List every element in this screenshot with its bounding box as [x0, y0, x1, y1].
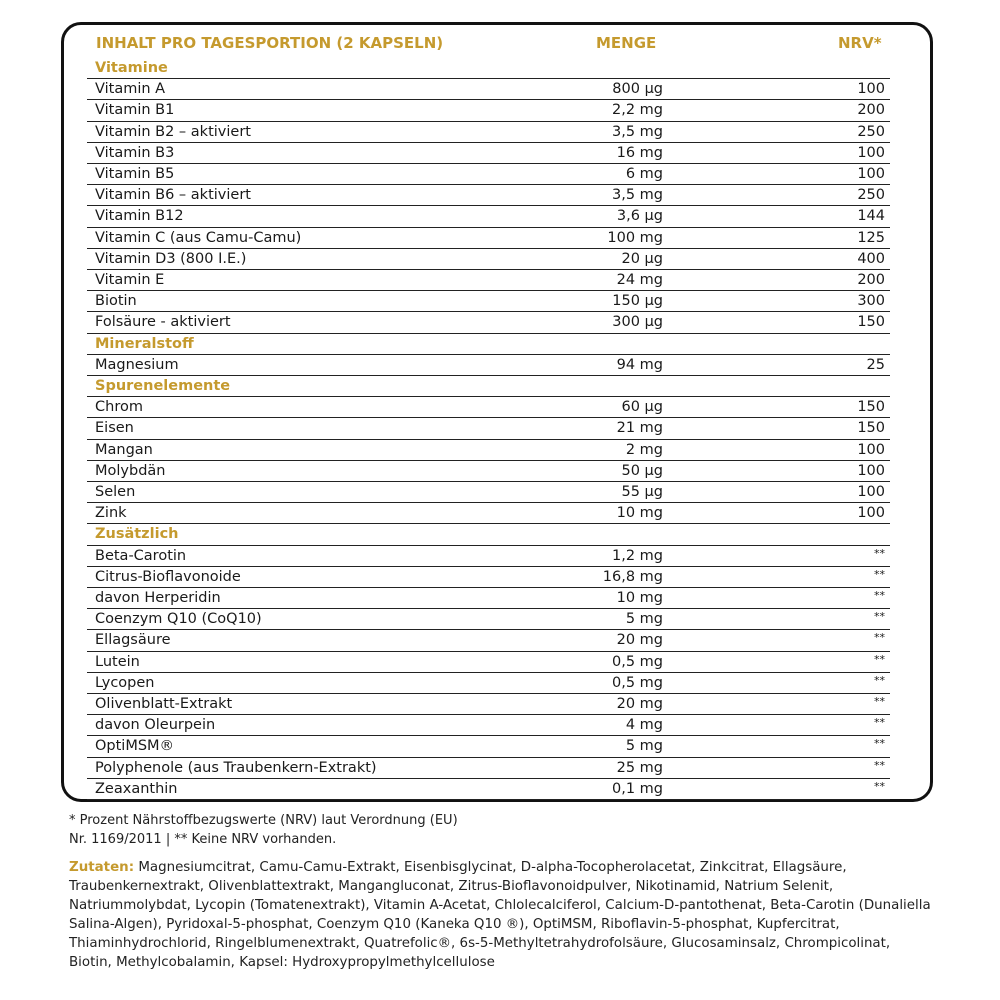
- nutrient-amount: 300 µg: [612, 314, 663, 331]
- nutrient-amount: 5 mg: [625, 738, 663, 755]
- nutrient-amount: 0,5 mg: [612, 653, 663, 670]
- table-row: [87, 164, 890, 185]
- nutrient-name: Coenzym Q10 (CoQ10): [95, 611, 262, 628]
- table-row: [87, 270, 890, 291]
- nutrient-name: Chrom: [95, 399, 143, 416]
- nutrient-amount: 800 µg: [612, 81, 663, 98]
- nutrient-name: Zink: [95, 505, 127, 522]
- nutrient-amount: 150 µg: [612, 293, 663, 310]
- nutrient-name: davon Herperidin: [95, 590, 221, 606]
- nutrient-name: Eisen: [95, 420, 134, 437]
- header-nrv: NRV*: [838, 34, 882, 52]
- table-row: [87, 609, 890, 630]
- nutrient-amount: 16 mg: [616, 144, 663, 161]
- nutrient-name: Vitamin B1: [95, 102, 175, 119]
- nutrient-nrv: **: [874, 546, 885, 560]
- table-row: [87, 546, 890, 567]
- nutrient-nrv: 300: [857, 293, 885, 310]
- nutrient-nrv: **: [874, 716, 885, 730]
- section-row: [87, 334, 890, 355]
- footnote-line-2: Nr. 1169/2011 | ** Keine NRV vorhanden.: [69, 832, 337, 847]
- section-title: Vitamine: [95, 60, 168, 76]
- nutrient-name: Lycopen: [95, 674, 155, 691]
- nutrient-amount: 94 mg: [616, 356, 663, 373]
- nutrient-nrv: 200: [857, 102, 885, 119]
- nutrient-amount: 5 mg: [625, 611, 663, 628]
- nutrient-nrv: **: [874, 652, 885, 666]
- nutrient-nrv: 25: [866, 356, 885, 373]
- nutrient-amount: 10 mg: [616, 590, 663, 606]
- nutrient-name: Mangan: [95, 441, 153, 458]
- section-title: Mineralstoff: [95, 335, 194, 352]
- nutrient-nrv: **: [874, 758, 885, 772]
- table-row: [87, 185, 890, 206]
- nutrient-nrv: **: [874, 610, 885, 624]
- nutrient-name: OptiMSM®: [95, 738, 175, 755]
- nutrient-amount: 2,2 mg: [612, 102, 663, 119]
- nutrient-nrv: 200: [857, 272, 885, 288]
- nutrient-amount: 3,5 mg: [612, 187, 663, 204]
- nutrient-nrv: **: [874, 737, 885, 751]
- nutrient-amount: 20 µg: [621, 250, 663, 267]
- nutrient-name: Vitamin B5: [95, 166, 175, 182]
- nutrient-name: Citrus-Bioflavonoide: [95, 568, 241, 585]
- nutrient-name: Vitamin B3: [95, 144, 175, 161]
- nutrient-amount: 2 mg: [625, 441, 663, 458]
- nutrient-amount: 4 mg: [625, 717, 663, 734]
- nutrient-name: Folsäure - aktiviert: [95, 314, 231, 331]
- table-row: [87, 503, 890, 524]
- table-row: [87, 588, 890, 609]
- table-row: [87, 228, 890, 249]
- nutrient-amount: 60 µg: [621, 399, 663, 416]
- header-amount: MENGE: [596, 34, 657, 52]
- table-row: [87, 736, 890, 757]
- nutrient-amount: 3,5 mg: [612, 123, 663, 140]
- nutrient-name: Vitamin E: [95, 272, 165, 288]
- table-row: [87, 440, 890, 461]
- footnote-line-1: * Prozent Nährstoffbezugswerte (NRV) laut Verordnung (EU): [69, 813, 458, 828]
- nutrient-nrv: 100: [857, 166, 885, 182]
- nutrient-nrv: 100: [857, 81, 885, 98]
- table-row: [87, 291, 890, 312]
- table-row: [87, 143, 890, 164]
- table-row: [87, 206, 890, 227]
- nutrient-nrv: 250: [857, 123, 885, 140]
- nutrient-amount: 21 mg: [616, 420, 663, 437]
- section-row: [87, 524, 890, 545]
- nutrient-name: Lutein: [95, 653, 140, 670]
- table-row: [87, 630, 890, 651]
- nutrient-nrv: **: [874, 567, 885, 581]
- nutrient-nrv: 100: [857, 144, 885, 161]
- table-row: [87, 673, 890, 694]
- table-row: [87, 249, 890, 270]
- nutrient-nrv: **: [874, 695, 885, 708]
- nutrient-nrv: **: [874, 779, 885, 793]
- section-row: [87, 376, 890, 397]
- nutrient-nrv: 150: [857, 420, 885, 437]
- table-row: [87, 779, 890, 800]
- nutrient-name: Vitamin D3 (800 I.E.): [95, 250, 247, 267]
- table-row: [87, 652, 890, 673]
- nutrient-name: Biotin: [95, 293, 137, 310]
- nutrient-amount: 0,1 mg: [612, 780, 663, 797]
- nutrient-name: Magnesium: [95, 356, 179, 373]
- ingredients-list: Magnesiumcitrat, Camu-Camu-Extrakt, Eisenbisglycinat, D-alpha-Tocopherolacetat, Zinkcitrat, Ellagsäure, Traubenkernextrakt, Olivenblattextrakt, Mangangluconat, Zitrus-Bioflavonoidpulver, Nikotinamid, Natrium Selenit, Natriummolybdat, Lycopin (Tomatenextrakt), Vitamin A-Acetat, Chlolecalciferol, Calcium-D-pantothenat, Beta-Carotin (Dunaliella Salina-Algen), Pyridoxal-5-phosphat, Coenzym Q10 (Kaneka Q10 ®), OptiMSM, Riboflavin-5-phosphat, Kupfercitrat, Thiaminhydrochlorid, Ringelblumenextrakt, Quatrefolic®, 6s-5-Methyltetrahydrofolsäure, Glucosaminsalz, Chrompicolinat, Biotin, Methylcobalamin, Kapsel: Hydroxypropylmethylcellulose: [69, 860, 931, 970]
- table-row: [87, 355, 890, 376]
- nutrient-amount: 20 mg: [616, 632, 663, 649]
- table-row: [87, 461, 890, 482]
- table-row: [87, 758, 890, 779]
- nutrient-amount: 0,5 mg: [612, 674, 663, 691]
- nutrient-nrv: 100: [857, 505, 885, 522]
- nutrient-nrv: **: [874, 631, 885, 645]
- nutrient-nrv: 150: [857, 399, 885, 416]
- ingredients-label: Zutaten:: [69, 860, 135, 875]
- header-content-per-serving: INHALT PRO TAGESPORTION (2 KAPSELN): [96, 34, 444, 52]
- nutrient-name: davon Oleurpein: [95, 717, 216, 734]
- nutrient-name: Vitamin B12: [95, 208, 184, 225]
- section-title: Zusätzlich: [95, 526, 179, 543]
- nutrient-name: Olivenblatt-Extrakt: [95, 696, 233, 712]
- nutrient-name: Beta-Carotin: [95, 547, 187, 564]
- nutrient-nrv: **: [874, 673, 885, 687]
- nutrient-name: Zeaxanthin: [95, 780, 178, 797]
- table-row: [87, 397, 890, 418]
- nutrient-amount: 24 mg: [616, 272, 663, 288]
- nutrient-amount: 6 mg: [625, 166, 663, 182]
- table-row: [87, 694, 890, 715]
- nutrient-amount: 25 mg: [616, 759, 663, 776]
- nutrient-nrv: **: [874, 589, 885, 602]
- nutrient-nrv: 250: [857, 187, 885, 204]
- nutrient-amount: 55 µg: [621, 484, 663, 500]
- nutrient-amount: 50 µg: [621, 462, 663, 479]
- nutrient-name: Vitamin B6 – aktiviert: [95, 187, 251, 204]
- nutrient-amount: 3,6 µg: [616, 208, 663, 225]
- nutrient-name: Vitamin B2 – aktiviert: [95, 123, 251, 140]
- table-row: [87, 312, 890, 333]
- nutrient-nrv: 150: [857, 314, 885, 331]
- nutrient-name: Vitamin A: [95, 81, 166, 98]
- nutrient-name: Polyphenole (aus Traubenkern-Extrakt): [95, 759, 377, 776]
- nutrient-nrv: 125: [857, 229, 885, 246]
- table-row: [87, 100, 890, 121]
- nutrient-nrv: 100: [857, 462, 885, 479]
- nutrient-amount: 20 mg: [616, 696, 663, 712]
- nutrient-amount: 16,8 mg: [602, 568, 663, 585]
- table-row: [87, 715, 890, 736]
- nutrient-nrv: 100: [857, 441, 885, 458]
- nutrient-amount: 10 mg: [616, 505, 663, 522]
- table-row: [87, 482, 890, 503]
- ingredients-text: [69, 858, 935, 972]
- nutrient-name: Ellagsäure: [95, 632, 171, 649]
- nutrient-amount: 100 mg: [607, 229, 663, 246]
- nutrient-name: Vitamin C (aus Camu-Camu): [95, 229, 302, 246]
- section-title: Spurenelemente: [95, 378, 231, 394]
- nutrient-nrv: 400: [857, 250, 885, 267]
- nutrient-nrv: 144: [857, 208, 885, 225]
- nutrient-nrv: 100: [857, 484, 885, 500]
- nutrient-name: Molybdän: [95, 462, 166, 479]
- section-row: [87, 58, 890, 79]
- table-row: [87, 122, 890, 143]
- nrv-footnote: [69, 811, 669, 849]
- table-row: [87, 418, 890, 439]
- nutrient-amount: 1,2 mg: [612, 547, 663, 564]
- nutrient-name: Selen: [95, 484, 136, 500]
- table-row: [87, 79, 890, 100]
- table-row: [87, 567, 890, 588]
